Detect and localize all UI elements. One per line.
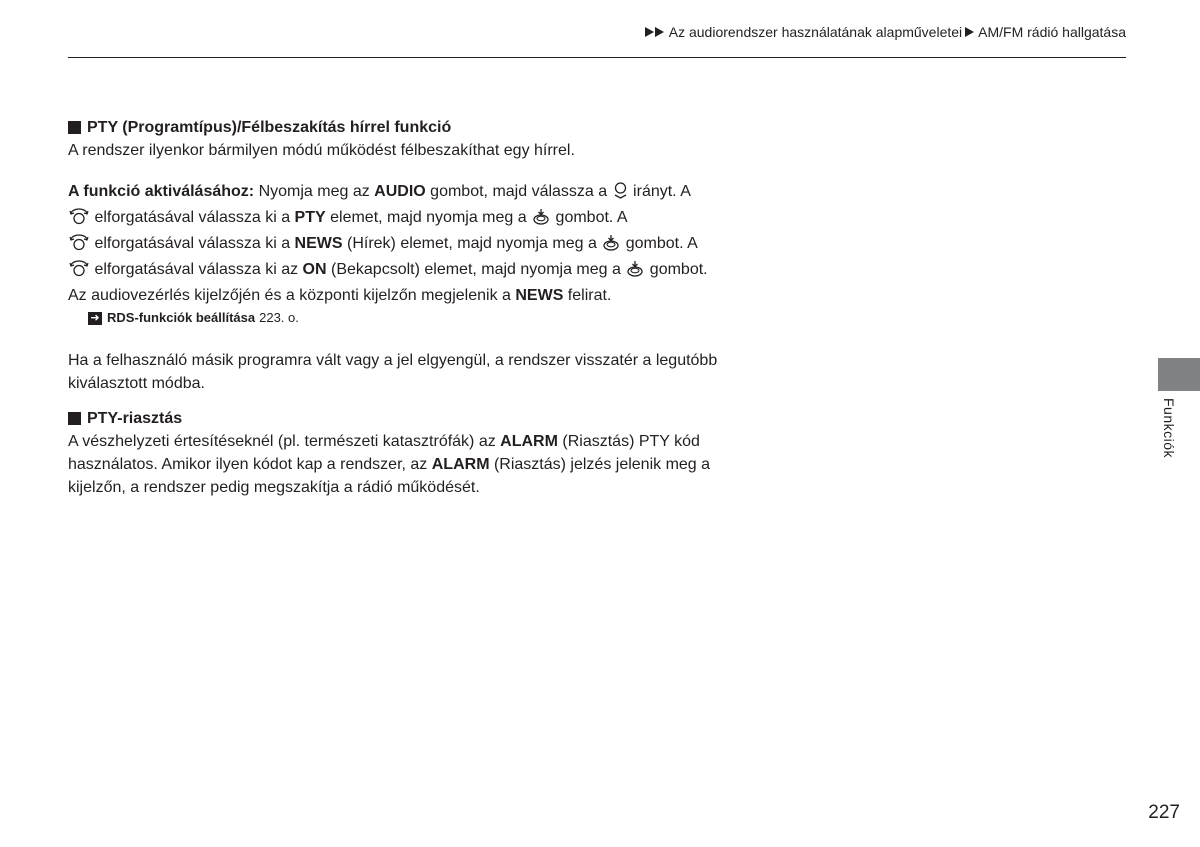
selector-down-icon: [613, 182, 628, 206]
page-number: 227: [1148, 802, 1180, 823]
audio-button-label: AUDIO: [374, 183, 426, 200]
rotate-knob-icon: [69, 208, 89, 232]
activation-label: A funkció aktiválásához:: [68, 183, 255, 200]
pty-section-heading: [68, 116, 748, 139]
chapter-tab: [1158, 358, 1200, 391]
alarm-section-heading: [68, 407, 748, 430]
xref-page: 223. o.: [259, 310, 299, 325]
header-divider: [68, 57, 1126, 58]
breadcrumb: [645, 24, 1126, 40]
news-item-label: NEWS: [294, 235, 343, 252]
alarm-section-title: PTY-riasztás: [87, 410, 183, 427]
square-bullet-icon: [68, 412, 81, 425]
pty-intro: A rendszer ilyenkor bármilyen módú működést félbeszakíthat egy hírrel.: [68, 142, 575, 159]
press-knob-icon: [602, 234, 620, 258]
double-arrow-icon: [645, 27, 665, 37]
alarm-display-label: ALARM: [431, 456, 490, 473]
news-display-label: NEWS: [515, 287, 564, 304]
main-content: [68, 116, 748, 499]
chapter-tab-label: Funkciók: [1161, 398, 1177, 459]
return-note: Ha a felhasználó másik programra vált vagy a jel elgyengül, a rendszer visszatér a legutóbb kiválasztott módba.: [68, 352, 718, 392]
alarm-code-label: ALARM: [500, 433, 558, 450]
on-item-label: ON: [302, 261, 327, 278]
pty-section-title: PTY (Programtípus)/Félbeszakítás hírrel funkció: [87, 119, 452, 136]
pty-activation-paragraph: A funkció aktiválásához: Nyomja meg az AUDIO gombot, majd válassza a irányt. A elforgatásával válassza ki a PTY elemet, majd nyomja meg a gombot. A elforgatásával válassza ki a NEWS (Hírek) elemet, majd nyomja meg a gombot. A elforgatásával válassza ki az ON (Bekapcsolt) elemet, majd nyomja meg a gombot. Az audiovezérlés kijelzőjén és a központi kijelzőn megjelenik a NEWS felirat.: [68, 183, 708, 304]
xref-title: RDS-funkciók beállítása: [107, 310, 256, 325]
rotate-knob-icon: [69, 260, 89, 284]
pty-item-label: PTY: [294, 209, 326, 226]
cross-reference-icon: ➜: [88, 312, 102, 325]
alarm-paragraph: A vészhelyzeti értesítéseknél (pl. természeti katasztrófák) az ALARM (Riasztás) PTY kód használatos. Amikor ilyen kódot kap a rendszer, az ALARM (Riasztás) jelzés jelenik meg a kijelzőn, a rendszer pedig megszakítja a rádió működését.: [68, 433, 711, 496]
rotate-knob-icon: [69, 234, 89, 258]
press-knob-icon: [532, 208, 550, 232]
arrow-icon: [965, 27, 975, 37]
breadcrumb-section[interactable]: Az audiorendszer használatának alapműveletei: [668, 24, 963, 40]
press-knob-icon: [626, 260, 644, 284]
square-bullet-icon: [68, 121, 81, 134]
breadcrumb-page[interactable]: AM/FM rádió hallgatása: [978, 24, 1126, 40]
cross-reference-link[interactable]: [68, 307, 748, 329]
